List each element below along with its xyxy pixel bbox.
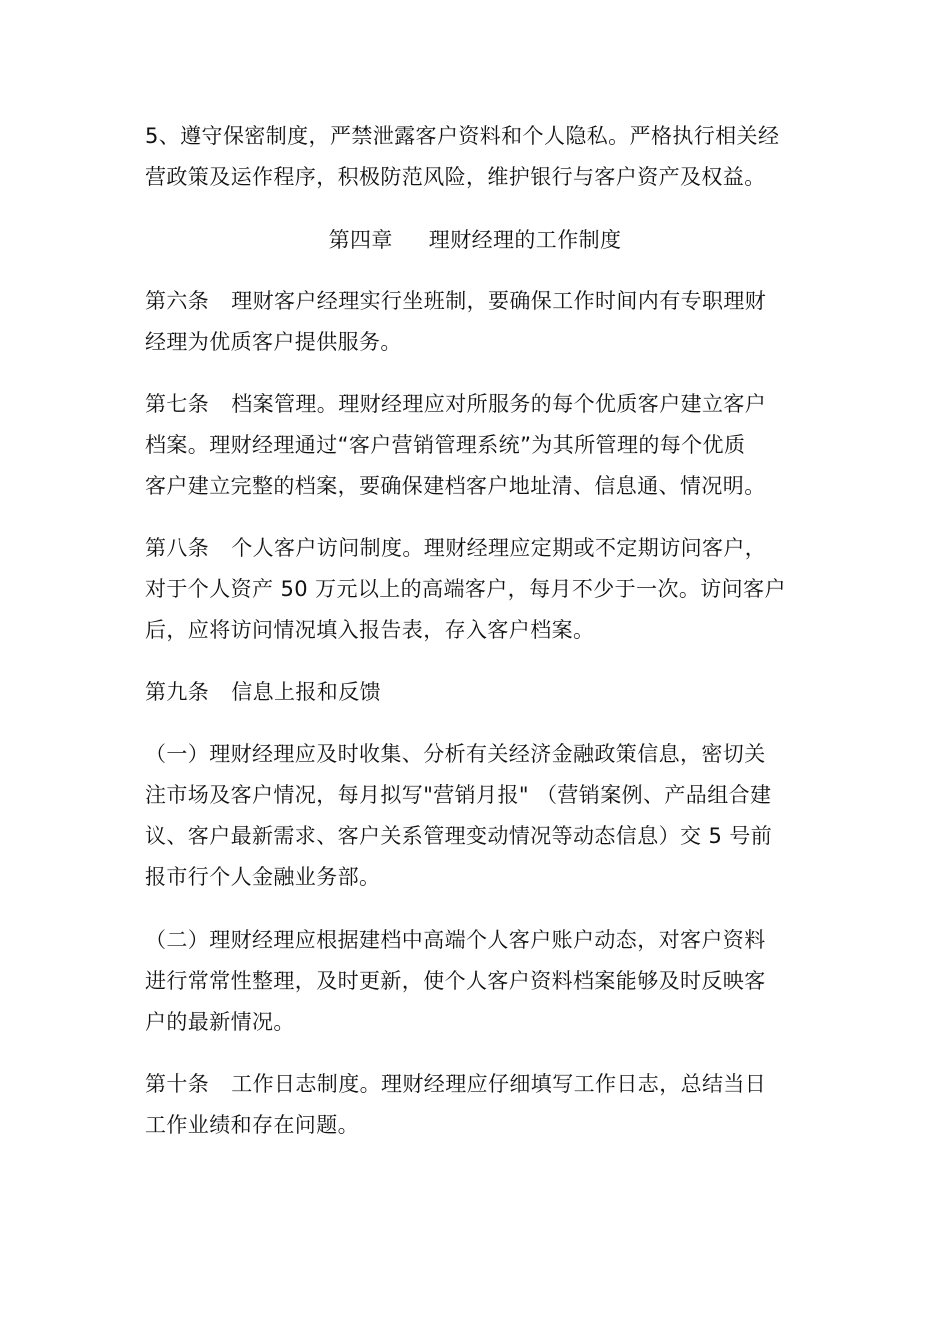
- article-8: [145, 528, 810, 651]
- text-line: [145, 1064, 810, 1105]
- text-line: [145, 281, 810, 322]
- text-line: （二）理财经理应根据建档中高端个人客户账户动态，对客户资料: [145, 928, 766, 952]
- article-text: 档案管理。理财经理应对所服务的每个优质客户建立客户: [231, 392, 767, 416]
- text-line: 户的最新情况。: [145, 1010, 295, 1034]
- article-text: 工作日志制度。理财经理应仔细填写工作日志，总结当日: [231, 1072, 767, 1096]
- article-number: 第六条: [145, 289, 210, 313]
- article-title: 信息上报和反馈: [231, 680, 382, 704]
- text-line: 工作业绩和存在问题。: [145, 1113, 359, 1137]
- text-line: [145, 528, 810, 569]
- text-line: [145, 384, 810, 425]
- article-number: 第七条: [145, 392, 210, 416]
- chapter-number: 第四章: [328, 228, 393, 252]
- text-line: [145, 672, 810, 713]
- text-line: （一）理财经理应及时收集、分析有关经济金融政策信息，密切关: [145, 742, 766, 766]
- text-line: 议、客户最新需求、客户关系管理变动情况等动态信息）交 5 号前: [145, 824, 773, 848]
- article-number: 第十条: [145, 1072, 210, 1096]
- article-text: 理财客户经理实行坐班制，要确保工作时间内有专职理财: [231, 289, 767, 313]
- text-line: 后，应将访问情况填入报告表，存入客户档案。: [145, 618, 595, 642]
- text-line: 对于个人资产 50 万元以上的高端客户，每月不少于一次。访问客户: [145, 577, 786, 601]
- article-number: 第九条: [145, 680, 210, 704]
- article-text: 个人客户访问制度。理财经理应定期或不定期访问客户，: [231, 536, 767, 560]
- text-line: 5、遵守保密制度，严禁泄露客户资料和个人隐私。严格执行相关经: [145, 124, 780, 148]
- item-one: [145, 734, 810, 898]
- chapter-heading: [0, 220, 950, 261]
- article-6: [145, 281, 810, 363]
- article-number: 第八条: [145, 536, 210, 560]
- text-line: 营政策及运作程序，积极防范风险，维护银行与客户资产及权益。: [145, 165, 766, 189]
- chapter-title: 理财经理的工作制度: [428, 228, 622, 252]
- text-line: 经理为优质客户提供服务。: [145, 330, 402, 354]
- text-line: 进行常常性整理，及时更新，使个人客户资料档案能够及时反映客: [145, 969, 766, 993]
- text-line: 报市行个人金融业务部。: [145, 865, 381, 889]
- article-10: [145, 1064, 810, 1146]
- article-7: [145, 384, 810, 507]
- item-two: [145, 920, 810, 1043]
- paragraph-item-5: [145, 116, 810, 198]
- text-line: 档案。理财经理通过“客户营销管理系统”为其所管理的每个优质: [145, 433, 746, 457]
- text-line: 客户建立完整的档案，要确保建档客户地址清、信息通、情况明。: [145, 474, 766, 498]
- text-line: 注市场及客户情况，每月拟写"营销月报" （营销案例、产品组合建: [145, 783, 772, 807]
- article-9: [145, 672, 810, 713]
